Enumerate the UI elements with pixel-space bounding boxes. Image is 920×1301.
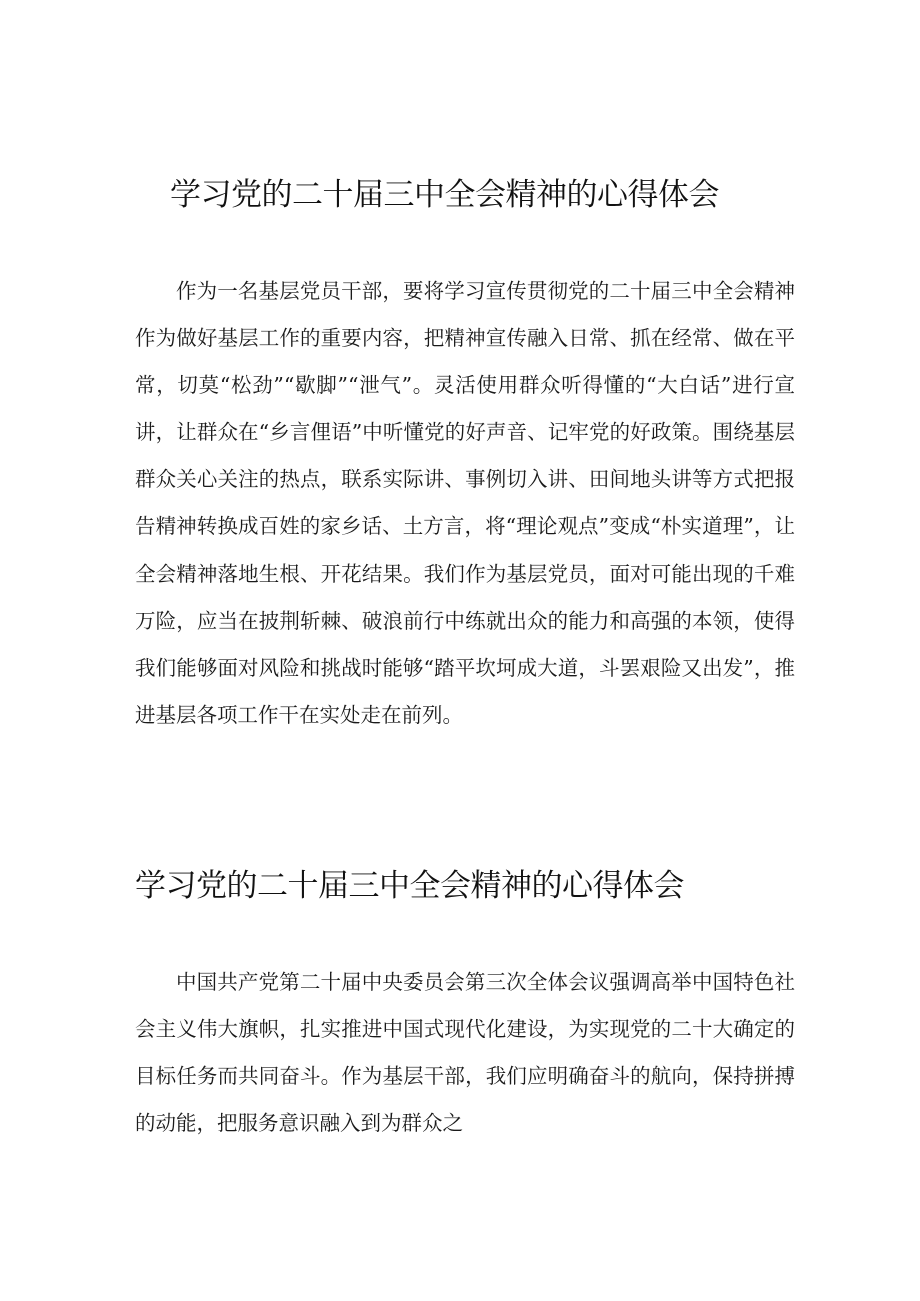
section-paragraph-2: 中国共产党第二十届中央委员会第三次全体会议强调高举中国特色社会主义伟大旗帜，扎实推进中国式现代化建设，为实现党的二十大确定的目标任务而共同奋斗。作为基层干部，我们应明确奋斗的航向，保持拼搏的动能，把服务意识融入到为群众之 (135, 970, 795, 1136)
section-title-1: 学习党的二十届三中全会精神的心得体会 (170, 177, 719, 213)
section-title-2: 学习党的二十届三中全会精神的心得体会 (135, 868, 684, 904)
section-paragraph-1: 作为一名基层党员干部，要将学习宣传贯彻党的二十届三中全会精神作为做好基层工作的重要内容，把精神宣传融入日常、抓在经常、做在平常，切莫“松劲”“歇脚”“泄气”。灵活使用群众听得懂的“大白话”进行宣讲，让群众在“乡言俚语”中听懂党的好声音、记牢党的好政策。围绕基层群众关心关注的热点，联系实际讲、事例切入讲、田间地头讲等方式把报告精神转换成百姓的家乡话、土方言，将“理论观点”变成“朴实道理”，让全会精神落地生根、开花结果。我们作为基层党员，面对可能出现的千难万险，应当在披荆斩棘、破浪前行中练就出众的能力和高强的本领，使得我们能够面对风险和挑战时能够“踏平坎坷成大道，斗罢艰险又出发”，推进基层各项工作干在实处走在前列。 (135, 279, 795, 727)
